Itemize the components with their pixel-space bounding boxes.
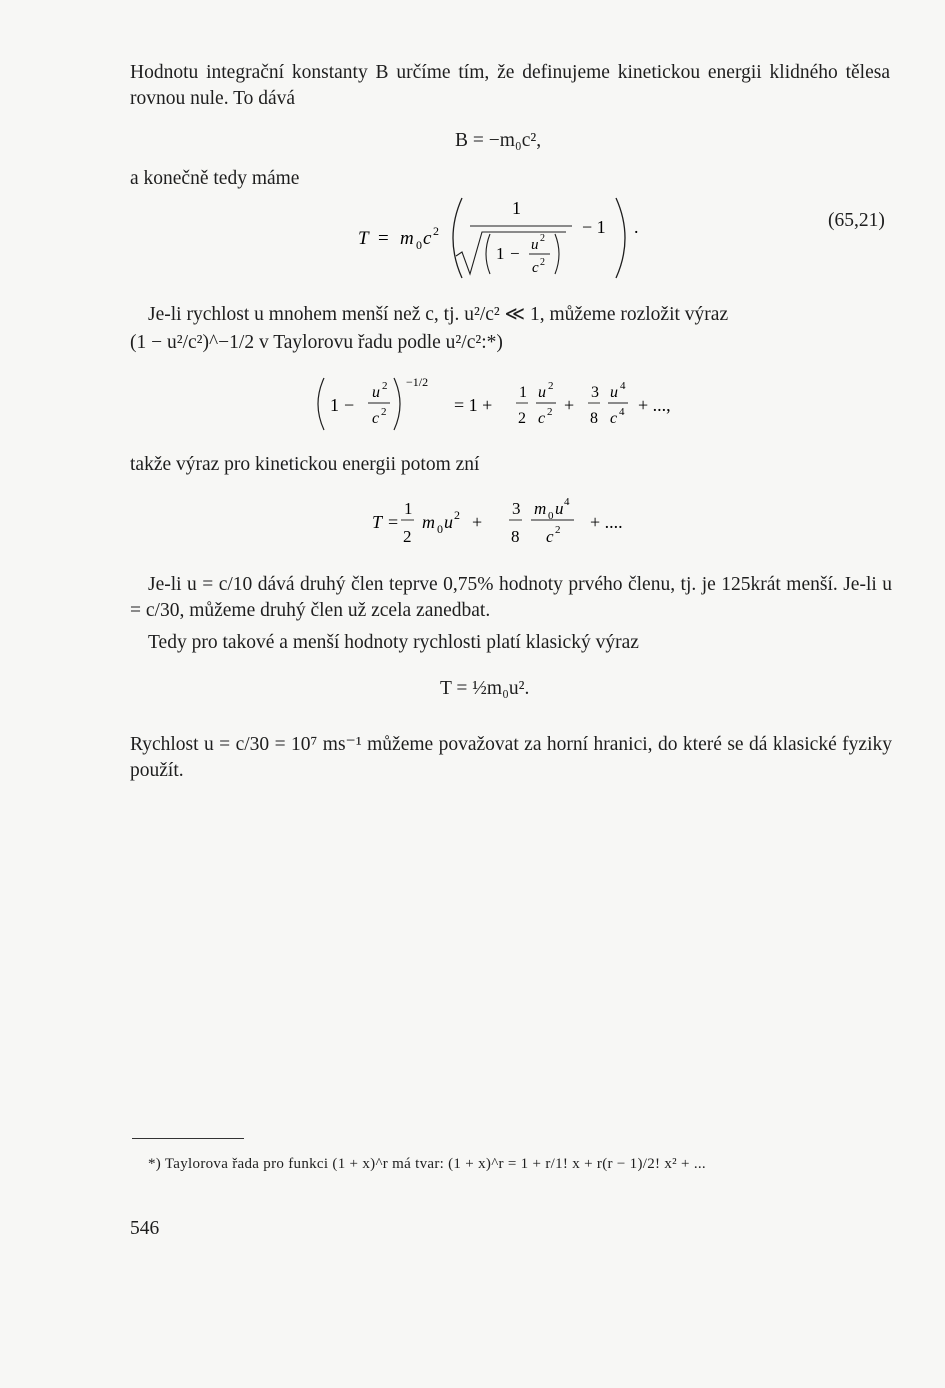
equation-taylor-expansion — [310, 372, 710, 438]
svg-text:−: − — [510, 244, 520, 263]
svg-text:− 1: − 1 — [582, 217, 606, 237]
svg-text:+ ...,: + ..., — [638, 395, 671, 415]
svg-text:=: = — [378, 228, 389, 249]
svg-text:+: + — [564, 395, 575, 415]
svg-text:m: m — [400, 228, 414, 249]
svg-text:1: 1 — [404, 499, 413, 518]
paragraph-6: Tedy pro takové a menší hodnoty rychlosti platí klasický výraz — [148, 632, 639, 653]
equation-classic-text: T = ½m₀u². — [440, 678, 530, 699]
svg-text:4: 4 — [619, 406, 625, 418]
equation-classic — [440, 678, 529, 700]
equation-b — [455, 130, 541, 152]
svg-text:8: 8 — [590, 410, 598, 427]
svg-text:+ ....: + .... — [590, 512, 623, 532]
svg-text:2: 2 — [547, 406, 553, 418]
svg-text:0: 0 — [416, 238, 422, 252]
svg-text:0: 0 — [548, 510, 554, 522]
svg-text:c: c — [423, 228, 432, 249]
svg-text:c: c — [610, 410, 618, 427]
equation-kinetic-series — [368, 492, 668, 558]
svg-text:u: u — [372, 384, 380, 401]
equation-b-text: B = −m₀c², — [455, 130, 542, 151]
svg-text:8: 8 — [511, 527, 520, 546]
paragraph-4: takže výraz pro kinetickou energii potom zní — [130, 454, 480, 475]
svg-text:1: 1 — [330, 395, 339, 415]
svg-text:c: c — [372, 410, 380, 427]
svg-text:u: u — [538, 384, 546, 401]
paragraph-3-line-2: (1 − u²/c²)^−1/2 v Taylorovu řadu podle u²/c²:*) — [130, 332, 503, 353]
paragraph-1: Hodnotu integrační konstanty B určíme tím, že definujeme kinetickou energii klidného tělesa rovnou nule. To dává — [130, 62, 890, 109]
equation-number: (65,21) — [828, 210, 885, 231]
svg-text:2: 2 — [381, 406, 387, 418]
svg-text:2: 2 — [548, 380, 554, 392]
svg-text:2: 2 — [403, 527, 412, 546]
equation-kinetic-energy — [350, 192, 650, 284]
svg-text:c: c — [532, 260, 539, 276]
svg-text:T: T — [372, 512, 383, 532]
svg-text:2: 2 — [382, 380, 388, 392]
svg-text:u: u — [610, 384, 618, 401]
paragraph-7: Rychlost u = c/30 = 10⁷ ms⁻¹ můžeme považovat za horní hranici, do které se dá klasické fyziky použít. — [130, 734, 892, 781]
footnote: *) Taylorova řada pro funkci (1 + x)^r má tvar: (1 + x)^r = 1 + r/1! x + r(r − 1)/2! x² + ... — [148, 1156, 706, 1172]
svg-text:1: 1 — [512, 198, 521, 218]
svg-text:u: u — [444, 512, 453, 532]
svg-text:2: 2 — [540, 233, 545, 244]
svg-text:−: − — [344, 395, 355, 415]
svg-text:m: m — [422, 512, 435, 532]
footnote-separator — [132, 1138, 244, 1139]
svg-text:.: . — [634, 217, 639, 237]
svg-text:2: 2 — [454, 508, 460, 522]
svg-text:u: u — [531, 237, 539, 253]
svg-text:4: 4 — [564, 496, 570, 508]
svg-text:m: m — [534, 499, 547, 518]
svg-text:2: 2 — [555, 524, 561, 536]
svg-text:0: 0 — [437, 522, 443, 536]
svg-text:T: T — [358, 228, 369, 249]
svg-text:2: 2 — [433, 224, 439, 238]
svg-text:=: = — [388, 512, 399, 532]
paragraph-3-line-1: Je-li rychlost u mnohem menší než c, tj. u²/c² ≪ 1, můžeme rozložit výraz — [148, 304, 729, 325]
svg-text:1: 1 — [496, 244, 505, 263]
svg-text:3: 3 — [512, 499, 521, 518]
svg-text:u: u — [555, 499, 564, 518]
svg-text:2: 2 — [518, 410, 526, 427]
svg-text:+: + — [472, 512, 483, 532]
svg-text:1: 1 — [519, 384, 527, 401]
page-number: 546 — [130, 1218, 160, 1239]
paragraph-5: Je-li u = c/10 dává druhý člen teprve 0,75% hodnoty prvého členu, tj. je 125krát menší. Je-li u = c/30, můžeme druhý člen už zcela zanedbat. — [130, 574, 892, 621]
svg-text:c: c — [546, 527, 554, 546]
svg-text:2: 2 — [540, 257, 545, 268]
svg-text:c: c — [538, 410, 546, 427]
svg-text:4: 4 — [620, 380, 626, 392]
svg-text:= 1 +: = 1 + — [454, 395, 493, 415]
svg-text:3: 3 — [591, 384, 599, 401]
paragraph-2: a konečně tedy máme — [130, 168, 300, 189]
svg-text:−1/2: −1/2 — [406, 375, 429, 389]
